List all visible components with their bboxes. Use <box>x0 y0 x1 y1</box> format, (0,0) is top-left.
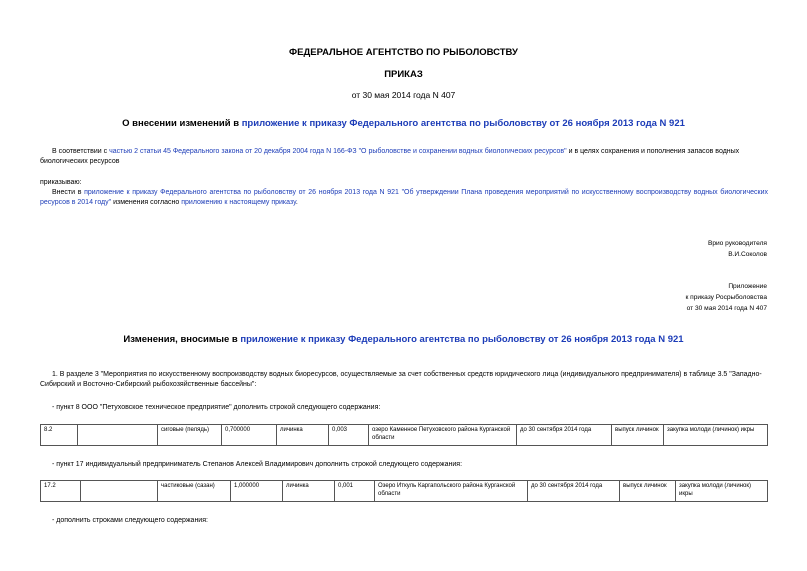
appendix-line-3: от 30 мая 2014 года N 407 <box>686 305 767 312</box>
item-1-paragraph: 1. В разделе 3 "Мероприятия по искусственному воспроизводству водных биоресурсов, осуществляемые за счет собственных средств юридического лица (индивидуального предпринимателя) в таблице 3.5 "Западно-Сибирский и Восточно-Сибирский рыбохозяйственные бассейны": <box>40 371 762 388</box>
order-paragraph <box>40 188 768 208</box>
signature-block <box>567 238 767 260</box>
appendix-header <box>567 281 767 314</box>
row1-method: закупка молоди (личинок) икры <box>664 425 768 446</box>
row1-stage: личинка <box>277 425 329 446</box>
table-row <box>41 425 768 446</box>
row2-activity: выпуск личинок <box>620 481 676 502</box>
appendix-line-2: к приказу Росрыболовства <box>685 294 767 301</box>
row1-deadline: до 30 сентября 2014 года <box>517 425 612 446</box>
row2-deadline: до 30 сентября 2014 года <box>528 481 620 502</box>
row2-species: частиковые (сазан) <box>158 481 231 502</box>
order-text-mid: изменения согласно <box>111 199 182 206</box>
preamble-paragraph <box>40 147 768 167</box>
order-appendix-link[interactable]: приложение к приказу Федерального агентства по рыболовству от 26 ноября 2013 года N 921 "Об утверждении Плана проведения мероприятий по искусственному воспроизводству водных биологических ресурсов в 2014 году" <box>40 189 768 206</box>
row2-number: 17.2 <box>41 481 81 502</box>
bullet-1: - пункт 8 ООО "Петуховское техническое предприятие" дополнить строкой следующего содержания: <box>52 404 381 411</box>
document-date: от 30 мая 2014 года N 407 <box>351 90 456 100</box>
row1-empty <box>78 425 158 446</box>
title-text: О внесении изменений в <box>122 118 242 129</box>
signature-name: В.И.Соколов <box>728 251 767 258</box>
table-row-1 <box>40 424 768 446</box>
preamble-text-end: и в целях сохранения и пополнения запасов водных биологических ресурсов <box>40 148 740 165</box>
row2-location: Озеро Иткуль Каргапольского района Курганской области <box>375 481 528 502</box>
changes-title-text: Изменения, вносимые в <box>123 334 241 345</box>
row1-location: озеро Каменное Петуховского района Курганской области <box>369 425 517 446</box>
changes-title-link[interactable]: приложение к приказу Федерального агентства по рыболовству от 26 ноября 2013 года N 921 <box>240 334 684 345</box>
document-title <box>0 118 807 129</box>
agency-name: ФЕДЕРАЛЬНОЕ АГЕНТСТВО ПО РЫБОЛОВСТВУ <box>289 47 518 58</box>
row1-activity: выпуск личинок <box>612 425 664 446</box>
preamble-text: В соответствии с <box>52 148 110 155</box>
table-row <box>41 481 768 502</box>
row1-species: сиговые (пелядь) <box>158 425 222 446</box>
table-row-2 <box>40 480 768 502</box>
row2-quantity: 1,000000 <box>231 481 283 502</box>
row1-quantity: 0,700000 <box>222 425 277 446</box>
row2-weight: 0,001 <box>335 481 375 502</box>
row1-number: 8.2 <box>41 425 78 446</box>
law-link[interactable]: частью 2 статьи 45 Федерального закона от 20 декабря 2004 года N 166-ФЗ "О рыболовстве и сохранении водных биологических ресурсов" <box>109 148 567 155</box>
order-word: приказываю: <box>40 179 82 186</box>
changes-title <box>0 334 807 345</box>
bullet-2: - пункт 17 индивидуальный предприниматель Степанов Алексей Владимирович дополнить строкой следующего содержания: <box>52 461 463 468</box>
row2-method: закупка молоди (личинок) икры <box>676 481 768 502</box>
appendix-line-1: Приложение <box>728 283 767 290</box>
row2-stage: личинка <box>283 481 335 502</box>
order-text-end: . <box>295 199 298 206</box>
signature-role: Врио руководителя <box>707 240 767 247</box>
order-text: Внести в <box>52 189 85 196</box>
row2-empty <box>81 481 158 502</box>
row1-weight: 0,003 <box>329 425 369 446</box>
bullet-3: - дополнить строками следующего содержания: <box>52 517 208 524</box>
title-link[interactable]: приложение к приказу Федерального агентства по рыболовству от 26 ноября 2013 года N 921 <box>241 118 685 129</box>
appendix-link[interactable]: приложению к настоящему приказу <box>181 199 296 206</box>
document-type: ПРИКАЗ <box>384 69 423 80</box>
